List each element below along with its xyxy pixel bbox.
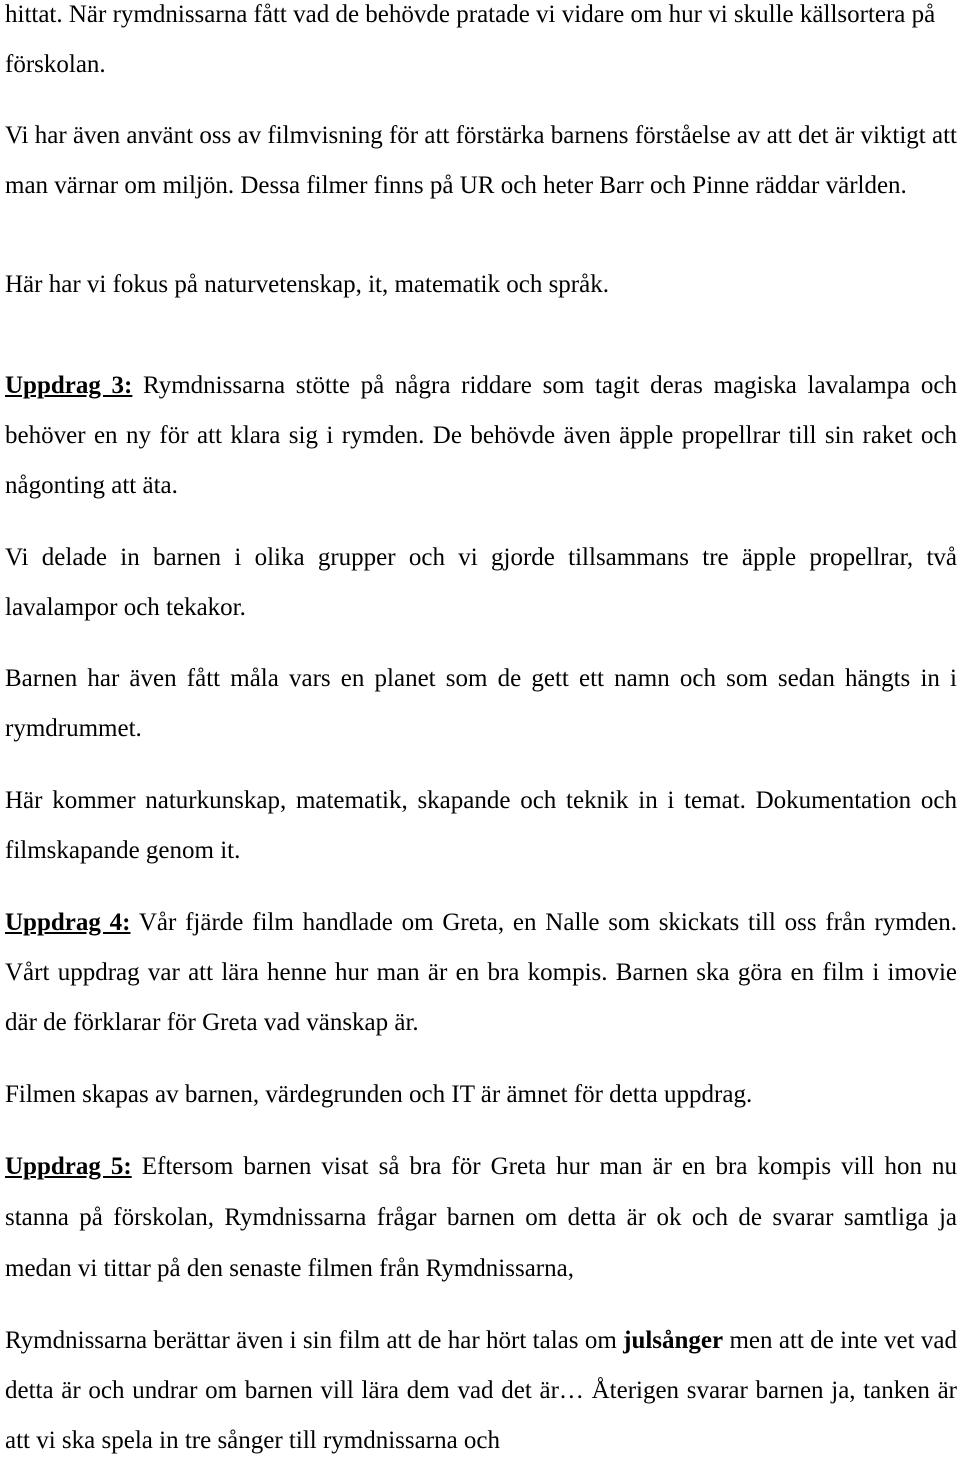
paragraph-uppdrag-3 <box>5 361 957 511</box>
paragraph-text: Rymdnissarna stötte på några riddare som tagit deras magiska lavalampa och behöver en ny för att klara sig i rymden. De behövde även äpple propellrar till sin raket och någonting att äta. <box>5 372 958 499</box>
paragraph-1 <box>5 0 957 90</box>
paragraph-text: Här kommer naturkunskap, matematik, skapande och teknik in i temat. Dokumentation och filmskapande genom it. <box>5 787 957 864</box>
paragraph-2 <box>5 111 957 211</box>
paragraph-text: Vi har även använt oss av filmvisning för att förstärka barnens förståelse av att det är viktigt att man värnar om miljön. Dessa filmer finns på UR och heter Barr och Pinne räddar världen. <box>5 122 957 199</box>
paragraph-text: Vi delade in barnen i olika grupper och vi gjorde tillsammans tre äpple propellrar, två lavalampor och tekakor. <box>5 544 957 621</box>
paragraph-text: Vår fjärde film handlade om Greta, en Nalle som skickats till oss från rymden. Vårt uppdrag var att lära henne hur man är en bra kompis. Barnen ska göra en film i imovie där de förklarar för Greta vad vänskap är. <box>5 909 958 1036</box>
section-heading: Uppdrag 4: <box>5 909 131 936</box>
paragraph-9 <box>5 1070 957 1120</box>
paragraph-6 <box>5 654 957 754</box>
section-heading: Uppdrag 5: <box>5 1153 132 1180</box>
paragraph-text: men att de inte vet vad detta är och undrar om barnen vill lära dem vad det är… Återigen svarar barnen ja, tanken är att vi ska spela in tre sånger till rymdnissarna och <box>5 1327 957 1454</box>
paragraph-7 <box>5 776 957 876</box>
paragraph-text: Här har vi fokus på naturvetenskap, it, matematik och språk. <box>5 271 609 298</box>
paragraph-uppdrag-5 <box>5 1141 957 1294</box>
document-page <box>5 0 957 1464</box>
paragraph-11 <box>5 1316 957 1466</box>
paragraph-text: Eftersom barnen visat så bra för Greta hur man är en bra kompis vill hon nu stanna på förskolan, Rymdnissarna frågar barnen om detta är ok och de svarar samtliga ja medan vi tittar på den senaste filmen från Rymdnissarna, <box>5 1153 957 1282</box>
emphasis-text: julsånger <box>623 1327 724 1354</box>
paragraph-text: hittat. När rymdnissarna fått vad de behövde pratade vi vidare om hur vi skulle källsortera på förskolan. <box>5 1 936 78</box>
paragraph-text: Barnen har även fått måla vars en planet som de gett ett namn och som sedan hängts in i rymdrummet. <box>5 665 957 742</box>
paragraph-5 <box>5 533 957 633</box>
section-heading: Uppdrag 3: <box>5 372 133 399</box>
paragraph-text: Rymdnissarna berättar även i sin film att de har hört talas om <box>5 1327 624 1354</box>
paragraph-text: Filmen skapas av barnen, värdegrunden och IT är ämnet för detta uppdrag. <box>5 1081 753 1108</box>
paragraph-3 <box>5 260 957 310</box>
paragraph-uppdrag-4 <box>5 898 957 1048</box>
